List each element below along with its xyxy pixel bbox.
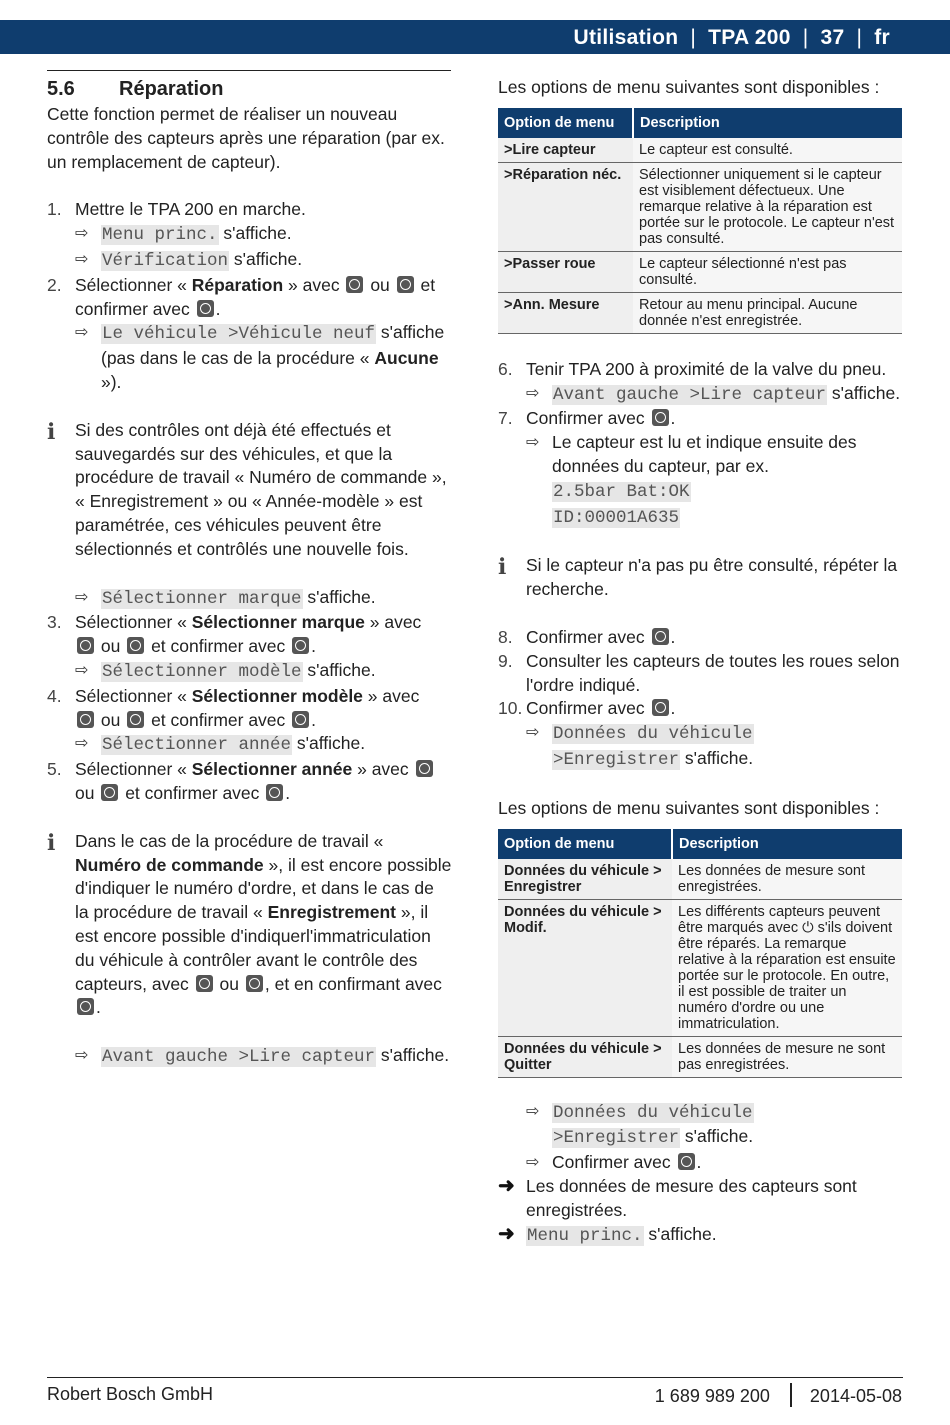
result-line: ⇨ Avant gauche >Lire capteur s'affiche.: [498, 382, 903, 408]
result-line: ⇨ Vérification s'affiche.: [47, 248, 452, 274]
confirm-key-icon: [652, 628, 669, 645]
page-header: [0, 20, 950, 54]
step-5: 5. Sélectionner « Sélectionner année » avec ou et confirmer avec .: [47, 758, 452, 806]
up-key-icon: [77, 711, 94, 728]
up-key-icon: [77, 637, 94, 654]
display-text: Sélectionner marque: [102, 588, 302, 609]
result-arrow-icon: ⇨: [75, 661, 89, 679]
table-row: Données du véhicule > Quitter Les données de mesure ne sont pas enregistrées.: [498, 1036, 902, 1077]
display-text: ID:00001A635: [553, 507, 680, 528]
table-row: >Ann. Mesure Retour au menu principal. Aucune donnée n'est enregistrée.: [498, 292, 902, 333]
menu-options-table-2: [498, 829, 902, 1078]
result-line: ⇨ Sélectionner modèle s'affiche.: [47, 659, 452, 685]
step-1: 1. Mettre le TPA 200 en marche.: [47, 199, 306, 220]
display-text: Avant gauche >Lire capteur: [102, 1047, 376, 1068]
section-title-text: Réparation: [119, 78, 224, 100]
final-result-1: ➜ Les données de mesure des capteurs sont enregistrées.: [498, 1175, 903, 1223]
down-key-icon: [397, 276, 414, 293]
table-header: Option de menu: [498, 829, 672, 859]
info-icon: ℹ: [47, 830, 56, 856]
table1-intro: Les options de menu suivantes sont disponibles :: [498, 77, 880, 97]
table-row: Données du véhicule > Enregistrer Les données de mesure sont enregistrées.: [498, 859, 902, 900]
display-text: Sélectionner modèle: [102, 661, 302, 682]
display-text: Menu princ.: [102, 225, 218, 246]
confirm-key-icon: [292, 711, 309, 728]
display-text: Vérification: [102, 250, 229, 271]
result-arrow-icon: ⇨: [75, 225, 89, 243]
down-key-icon: [101, 784, 118, 801]
result-line: ⇨ Avant gauche >Lire capteur s'affiche.: [47, 1044, 452, 1070]
down-key-icon: [246, 975, 263, 992]
step-4: 4. Sélectionner « Sélectionner modèle » avec ou et confirmer avec .: [47, 685, 420, 730]
table-row: >Réparation néc. Sélectionner uniquement si le capteur est visiblement défectueux. Une remarque relative à la réparation est portée sur le protocole. Le capteur n'est pas consulté.: [498, 162, 902, 251]
final-arrow-icon: ➜: [498, 1174, 515, 1197]
table2-intro: Les options de menu suivantes sont disponibles :: [498, 797, 880, 818]
down-key-icon: [127, 711, 144, 728]
display-text: 2.5bar Bat:OK: [553, 481, 690, 502]
step-8: 8. Confirmer avec .: [498, 626, 676, 647]
header-product: TPA 200: [708, 26, 791, 49]
footer-rule: [47, 1377, 903, 1378]
display-text: Données du véhicule: [553, 1102, 753, 1123]
info-note-1: ℹ Si des contrôles ont déjà été effectués et sauvegardés sur des véhicules, et que la procédure de travail « Numéro de commande », « Enregistrement » ou « Année-modèle » est paramétrée, ces véhicules peuvent être sélectionnés et contrôlés une nouvelle fois.: [47, 419, 452, 562]
result-line: ⇨ Données du véhicule >Enregistrer s'affiche.: [498, 1100, 903, 1152]
result-arrow-icon: ⇨: [526, 724, 540, 742]
result-line: ⇨ Menu princ. s'affiche.: [47, 222, 452, 248]
info-note-3: ℹ Si le capteur n'a pas pu être consulté, répéter la recherche.: [498, 554, 903, 602]
right-column: [498, 76, 903, 1248]
menu-options-table-1: [498, 108, 902, 334]
header-language: fr: [874, 26, 890, 49]
result-arrow-icon: ⇨: [526, 1154, 540, 1172]
result-arrow-icon: ⇨: [75, 588, 89, 606]
info-icon: ℹ: [498, 555, 507, 581]
footer-date: 2014-05-08: [809, 1386, 902, 1406]
result-arrow-icon: ⇨: [75, 250, 89, 268]
display-text: Avant gauche >Lire capteur: [553, 384, 827, 405]
result-line: ⇨ Le véhicule >Véhicule neuf s'affiche (pas dans le cas de la procédure « Aucune »).: [47, 321, 452, 394]
result-arrow-icon: ⇨: [75, 1047, 89, 1065]
header-page-number: 37: [820, 26, 845, 49]
up-key-icon: [416, 760, 433, 777]
result-arrow-icon: ⇨: [526, 1102, 540, 1120]
display-text: Sélectionner année: [102, 735, 292, 756]
result-arrow-icon: ⇨: [526, 384, 540, 402]
final-result-2: ➜ Menu princ. s'affiche.: [498, 1223, 903, 1249]
table-row: >Lire capteur Le capteur est consulté.: [498, 138, 902, 163]
up-key-icon: [346, 276, 363, 293]
intro-paragraph: Cette fonction permet de réaliser un nouveau contrôle des capteurs après une réparation (par ex. un remplacement de capteur).: [47, 104, 445, 172]
table-header: Option de menu: [498, 108, 633, 138]
step-10: 10. Confirmer avec .: [498, 698, 676, 719]
confirm-key-icon: [77, 998, 94, 1015]
confirm-key-icon: [266, 784, 283, 801]
display-text: >Enregistrer: [553, 749, 680, 770]
result-line: ⇨ Confirmer avec .: [498, 1151, 903, 1175]
result-line: ⇨ Sélectionner marque s'affiche.: [47, 586, 452, 612]
table-row: >Passer roue Le capteur sélectionné n'est pas consulté.: [498, 251, 902, 292]
step-9: 9. Consulter les capteurs de toutes les roues selon l'ordre indiqué.: [498, 650, 900, 695]
display-text: >Enregistrer: [553, 1128, 680, 1149]
step-2: 2. Sélectionner « Réparation » avec ou et confirmer avec .: [47, 274, 436, 319]
header-section: Utilisation: [573, 26, 679, 49]
step-7: 7. Confirmer avec .: [498, 408, 676, 429]
display-text: Données du véhicule: [553, 724, 753, 745]
footer-doc-number: 1 689 989 200: [654, 1386, 770, 1406]
info-icon: ℹ: [47, 419, 56, 445]
confirm-key-icon: [652, 409, 669, 426]
down-key-icon: [127, 637, 144, 654]
result-arrow-icon: ⇨: [75, 735, 89, 753]
footer-right: [655, 1383, 902, 1409]
confirm-key-icon: [197, 300, 214, 317]
left-column: [47, 70, 452, 1070]
confirm-key-icon: [678, 1153, 695, 1170]
result-arrow-icon: ⇨: [526, 434, 540, 452]
final-arrow-icon: ➜: [498, 1222, 515, 1245]
result-line: ⇨ Le capteur est lu et indique ensuite des données du capteur, par ex. 2.5bar Bat:OK ID:00001A635: [498, 431, 903, 530]
result-arrow-icon: ⇨: [75, 324, 89, 342]
table-header: Description: [672, 829, 902, 859]
step-3: 3. Sélectionner « Sélectionner marque » avec ou et confirmer avec .: [47, 612, 422, 657]
section-number: 5.6: [47, 78, 75, 100]
footer-separator: [790, 1383, 792, 1407]
display-text: Le véhicule >Véhicule neuf: [102, 324, 376, 345]
up-key-icon: [196, 975, 213, 992]
section-title: [47, 75, 452, 103]
display-text: Menu princ.: [527, 1225, 643, 1246]
table-header: Description: [633, 108, 902, 138]
confirm-key-icon: [652, 699, 669, 716]
table-row: Données du véhicule > Modif. Les différents capteurs peuvent être marqués avec ⏻ s'ils doivent être réparés. La remarque relative à la réparation est ensuite portée sur le protocole. En outre, il est possible de traiter un numéro d'ordre ou une immatriculation.: [498, 899, 902, 1036]
confirm-key-icon: [292, 637, 309, 654]
info-note-2: ℹ Dans le cas de la procédure de travail « Numéro de commande », il est encore possible d'indiquer le numéro d'ordre, et dans le cas de la procédure de travail « Enregistrement », il est encore possible d'indiquerl'immatriculation du véhicule à contrôler avant le contrôle des capteurs, avec ou , et en confirmant avec .: [47, 830, 452, 1020]
step-6: 6. Tenir TPA 200 à proximité de la valve du pneu.: [498, 358, 887, 379]
result-line: ⇨ Données du véhicule >Enregistrer s'affiche.: [498, 721, 903, 773]
section-rule: [47, 70, 451, 71]
footer-company: Robert Bosch GmbH: [47, 1384, 214, 1404]
header-text: Utilisation | TPA 200 | 37 | fr: [573, 26, 890, 49]
result-line: ⇨ Sélectionner année s'affiche.: [47, 732, 452, 758]
